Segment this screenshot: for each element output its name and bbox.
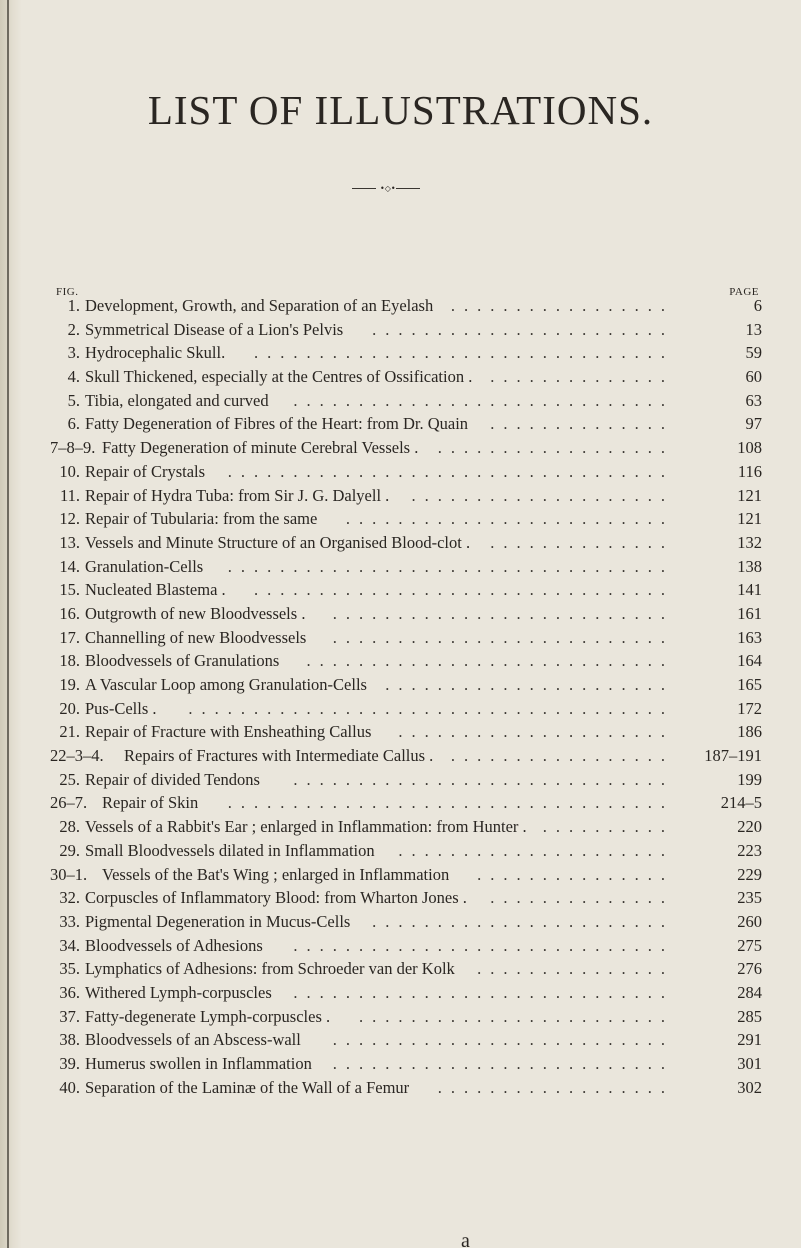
title-ornament xyxy=(352,184,420,194)
figure-title: Symmetrical Disease of a Lion's Pelvis xyxy=(85,319,344,339)
figure-title: Repair of Skin xyxy=(102,793,199,813)
toc-entry xyxy=(50,602,762,626)
figure-title: A Vascular Loop among Granulation-Cells xyxy=(85,675,367,694)
page-number: 116 xyxy=(737,461,762,481)
page-number: 301 xyxy=(737,1054,762,1073)
figure-number: 25. xyxy=(59,769,80,789)
page-number: 172 xyxy=(737,698,762,718)
dot-leader: .................. xyxy=(437,1077,674,1097)
ornament-rule-right xyxy=(396,188,420,189)
dot-leader: ........................ xyxy=(359,1006,674,1026)
page-number: 59 xyxy=(745,343,762,363)
dot-leader: ...................... xyxy=(385,675,674,694)
dot-leader: .............. xyxy=(490,888,674,908)
figure-number: 14. xyxy=(59,556,80,576)
ornament-diamond-icon: •◇• xyxy=(380,184,396,193)
toc-entry xyxy=(50,1052,762,1076)
figure-title: Humerus swollen in Inflammation xyxy=(85,1054,312,1073)
page-number: 214–5 xyxy=(720,793,762,813)
figure-number: 2. xyxy=(67,319,80,339)
page-number: 121 xyxy=(737,509,762,529)
toc-entry xyxy=(50,673,762,697)
figure-number: 35. xyxy=(59,959,80,979)
figure-title: Bloodvessels of Granulations xyxy=(85,651,280,671)
page-number: 235 xyxy=(737,888,762,908)
fig-column-header: FIG. xyxy=(56,286,79,298)
page-number: 186 xyxy=(737,722,762,742)
dot-leader: .................... xyxy=(411,485,674,505)
figure-title: Nucleated Blastema . xyxy=(85,580,226,600)
toc-entry xyxy=(50,389,762,413)
dot-leader: ............................. xyxy=(293,935,674,955)
dot-leader: ................................ xyxy=(254,343,674,363)
page-column-header: PAGE xyxy=(729,286,759,298)
figure-title: Tibia, elongated and curved xyxy=(85,390,269,410)
figure-number: 30–1. xyxy=(50,864,88,884)
page-number: 165 xyxy=(737,675,762,694)
toc-entry xyxy=(50,436,762,460)
figure-title: Fatty Degeneration of minute Cerebral Vessels . xyxy=(102,438,419,458)
dot-leader: .................................. xyxy=(227,556,674,576)
page-number: 284 xyxy=(737,982,762,1002)
figure-title: Bloodvessels of an Abscess-wall xyxy=(85,1030,301,1050)
toc-entry xyxy=(50,720,762,744)
figure-number: 28. xyxy=(59,817,80,837)
toc-entry xyxy=(50,555,762,579)
dot-leader: ............................. xyxy=(293,390,674,410)
toc-entry xyxy=(50,957,762,981)
illustrations-list xyxy=(50,294,762,1099)
figure-title: Vessels of a Rabbit's Ear ; enlarged in Inflammation: from Hunter . xyxy=(85,817,527,837)
figure-number: 18. xyxy=(59,651,80,671)
figure-number: 17. xyxy=(59,627,80,647)
figure-title: Vessels of the Bat's Wing ; enlarged in Inflammation xyxy=(102,864,450,884)
toc-entry xyxy=(50,649,762,673)
figure-number: 3. xyxy=(67,343,80,363)
page-number: 187–191 xyxy=(704,746,762,766)
page-number: 285 xyxy=(737,1006,762,1026)
dot-leader: .......... xyxy=(542,817,674,837)
toc-entry xyxy=(50,1028,762,1052)
toc-entry xyxy=(50,1005,762,1029)
figure-title: Repair of Hydra Tuba: from Sir J. G. Dalyell . xyxy=(85,485,390,505)
page-number: 291 xyxy=(737,1030,762,1050)
figure-title: Separation of the Laminæ of the Wall of a Femur xyxy=(85,1077,410,1097)
figure-number: 38. xyxy=(59,1030,80,1050)
page-number: 138 xyxy=(737,556,762,576)
figure-number: 19. xyxy=(59,675,80,694)
figure-title: Fatty Degeneration of Fibres of the Heart: from Dr. Quain xyxy=(85,414,469,434)
figure-number: 16. xyxy=(59,603,80,623)
page-number: 163 xyxy=(737,627,762,647)
toc-entry xyxy=(50,863,762,887)
figure-title: Skull Thickened, especially at the Centres of Ossification . xyxy=(85,367,473,387)
dot-leader: ....................... xyxy=(372,319,674,339)
dot-leader: ....................... xyxy=(372,911,674,931)
figure-number: 11. xyxy=(59,485,80,505)
toc-entry xyxy=(50,815,762,839)
toc-entry xyxy=(50,697,762,721)
dot-leader: ................. xyxy=(450,296,674,315)
toc-entry xyxy=(50,981,762,1005)
dot-leader: .............. xyxy=(490,414,674,434)
figure-title: Withered Lymph-corpuscles xyxy=(85,982,272,1002)
toc-entry xyxy=(50,531,762,555)
page-gutter-shadow xyxy=(0,0,22,1248)
dot-leader: ..................... xyxy=(398,840,674,860)
dot-leader: .......................... xyxy=(332,603,674,623)
dot-leader: ......................... xyxy=(345,509,674,529)
toc-entry xyxy=(50,886,762,910)
page-number: 132 xyxy=(737,532,762,552)
figure-title: Pigmental Degeneration in Mucus-Cells xyxy=(85,911,351,931)
figure-number: 7–8–9. xyxy=(50,438,96,458)
toc-entry xyxy=(50,365,762,389)
page-number: 199 xyxy=(737,769,762,789)
page-number: 121 xyxy=(737,485,762,505)
figure-number: 4. xyxy=(67,367,80,387)
figure-title: Granulation-Cells xyxy=(85,556,204,576)
page-number: 6 xyxy=(753,296,762,315)
page-number: 229 xyxy=(737,864,762,884)
figure-number: 1. xyxy=(67,296,80,315)
toc-entry xyxy=(50,839,762,863)
figure-title: Repair of divided Tendons xyxy=(85,769,260,789)
figure-title: Corpuscles of Inflammatory Blood: from Wharton Jones . xyxy=(85,888,467,908)
page-number: 97 xyxy=(745,414,762,434)
page-number: 164 xyxy=(737,651,762,671)
page-number: 63 xyxy=(745,390,762,410)
page-number: 302 xyxy=(737,1077,762,1097)
figure-title: Small Bloodvessels dilated in Inflammation xyxy=(85,840,375,860)
toc-entry xyxy=(50,626,762,650)
figure-number: 40. xyxy=(59,1077,80,1097)
page-number: 108 xyxy=(737,438,762,458)
dot-leader: ............... xyxy=(477,959,674,979)
toc-entry xyxy=(50,910,762,934)
toc-entry xyxy=(50,507,762,531)
toc-entry xyxy=(50,791,762,815)
page-number: 141 xyxy=(737,580,762,600)
dot-leader: ............................. xyxy=(293,769,674,789)
toc-entry xyxy=(50,412,762,436)
figure-title: Repair of Tubularia: from the same xyxy=(85,509,318,529)
binding-edge xyxy=(7,0,9,1248)
figure-number: 29. xyxy=(59,840,80,860)
page-title: LIST OF ILLUSTRATIONS. xyxy=(147,87,654,133)
figure-number: 20. xyxy=(59,698,80,718)
dot-leader: ................................ xyxy=(254,580,674,600)
toc-entry xyxy=(50,578,762,602)
toc-entry xyxy=(50,484,762,508)
dot-leader: .......................... xyxy=(332,1054,674,1073)
page-number: 223 xyxy=(737,840,762,860)
figure-number: 13. xyxy=(59,532,80,552)
page-number: 276 xyxy=(737,959,762,979)
toc-entry xyxy=(50,934,762,958)
dot-leader: ............... xyxy=(477,864,674,884)
toc-entry xyxy=(50,318,762,342)
dot-leader: ............................ xyxy=(306,651,674,671)
dot-leader: .......................... xyxy=(332,627,674,647)
page-number: 60 xyxy=(745,367,762,387)
dot-leader: .......................... xyxy=(332,1030,674,1050)
toc-entry xyxy=(50,460,762,484)
toc-entry xyxy=(50,744,762,768)
toc-entry xyxy=(50,341,762,365)
toc-entry xyxy=(50,294,762,318)
dot-leader: ..................................... xyxy=(188,698,674,718)
figure-number: 34. xyxy=(59,935,80,955)
figure-title: Hydrocephalic Skull. xyxy=(85,343,226,363)
signature-mark: a xyxy=(461,1230,470,1248)
page-number: 161 xyxy=(737,603,762,623)
figure-title: Vessels and Minute Structure of an Organised Blood-clot . xyxy=(85,532,471,552)
figure-title: Pus-Cells . xyxy=(85,698,157,718)
page-number: 260 xyxy=(737,911,762,931)
figure-number: 6. xyxy=(67,414,80,434)
page-number: 13 xyxy=(745,319,762,339)
figure-number: 37. xyxy=(59,1006,80,1026)
dot-leader: .................. xyxy=(437,438,674,458)
figure-title: Outgrowth of new Bloodvessels . xyxy=(85,603,306,623)
dot-leader: .............. xyxy=(490,532,674,552)
figure-number: 21. xyxy=(59,722,80,742)
figure-number: 36. xyxy=(59,982,80,1002)
figure-title: Development, Growth, and Separation of an Eyelash xyxy=(85,296,434,315)
figure-number: 22–3–4. xyxy=(50,746,104,766)
dot-leader: .............. xyxy=(490,367,674,387)
figure-number: 26–7. xyxy=(50,793,88,813)
page-number: 275 xyxy=(737,935,762,955)
toc-entry xyxy=(50,1076,762,1100)
figure-number: 10. xyxy=(59,461,80,481)
dot-leader: .................................. xyxy=(227,793,674,813)
figure-title: Bloodvessels of Adhesions xyxy=(85,935,263,955)
toc-entry xyxy=(50,768,762,792)
figure-title: Lymphatics of Adhesions: from Schroeder van der Kolk xyxy=(85,959,455,979)
dot-leader: .................................. xyxy=(227,461,674,481)
dot-leader: ............................. xyxy=(293,982,674,1002)
figure-number: 15. xyxy=(59,580,80,600)
figure-number: 32. xyxy=(59,888,80,908)
figure-title: Repair of Fracture with Ensheathing Callus xyxy=(85,722,372,742)
figure-title: Channelling of new Bloodvessels xyxy=(85,627,307,647)
figure-number: 12. xyxy=(59,509,80,529)
dot-leader: ..................... xyxy=(398,722,674,742)
figure-title: Fatty-degenerate Lymph-corpuscles . xyxy=(85,1006,331,1026)
ornament-rule-left xyxy=(352,188,376,189)
dot-leader: ................. xyxy=(450,746,674,766)
figure-number: 33. xyxy=(59,911,80,931)
figure-number: 39. xyxy=(59,1054,80,1073)
figure-title: Repairs of Fractures with Intermediate Callus . xyxy=(124,746,434,766)
figure-number: 5. xyxy=(67,390,80,410)
figure-title: Repair of Crystals xyxy=(85,461,206,481)
page-number: 220 xyxy=(737,817,762,837)
